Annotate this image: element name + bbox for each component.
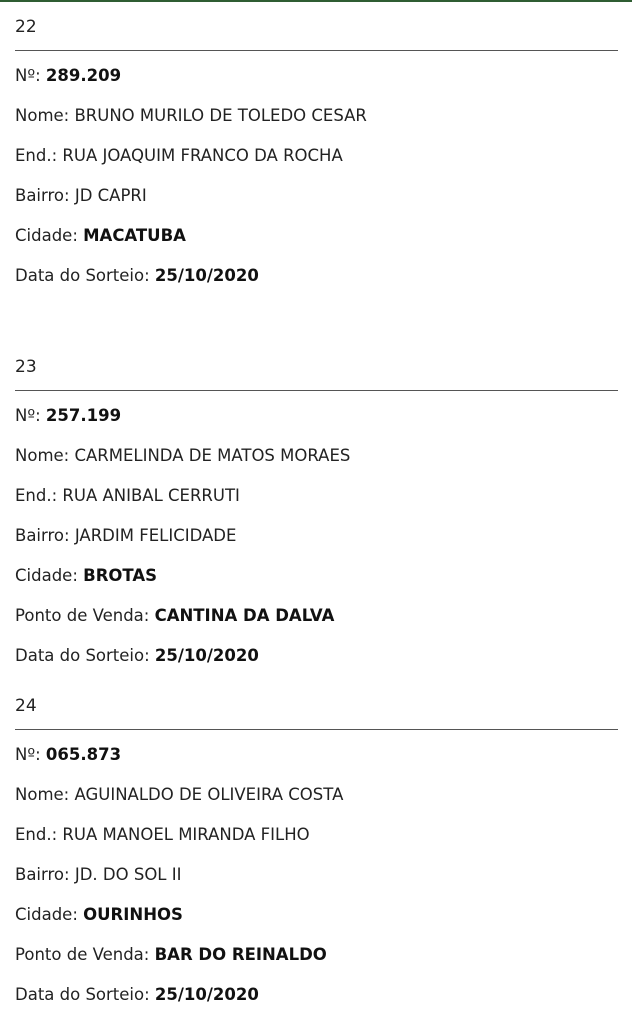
field-label: Data do Sorteio: (15, 266, 155, 285)
field-value: RUA ANIBAL CERRUTI (62, 486, 240, 505)
field-label: Cidade: (15, 905, 84, 924)
field-label: Nº: (15, 66, 46, 85)
divider (15, 390, 618, 391)
divider (15, 729, 618, 730)
field-value: 289.209 (45, 66, 122, 85)
field-label: End.: (15, 486, 63, 505)
field-data-sorteio (15, 643, 259, 669)
field-value: 25/10/2020 (154, 985, 259, 1004)
field-value: RUA JOAQUIM FRANCO DA ROCHA (62, 146, 343, 165)
field-value: BRUNO MURILO DE TOLEDO CESAR (74, 106, 367, 125)
field-value: RUA MANOEL MIRANDA FILHO (62, 825, 310, 844)
entry-24 (15, 693, 618, 1004)
field-value: JARDIM FELICIDADE (74, 526, 237, 545)
field-value: CANTINA DA DALVA (154, 606, 335, 625)
entry-number: 23 (15, 357, 37, 377)
field-data-sorteio (15, 982, 259, 1008)
top-border (0, 0, 632, 2)
field-label: Bairro: (15, 865, 75, 884)
field-label: Cidade: (15, 566, 84, 585)
field-label: Nome: (15, 446, 75, 465)
field-numero (15, 403, 121, 429)
field-cidade (15, 223, 186, 249)
field-label: Bairro: (15, 186, 75, 205)
field-numero (15, 742, 121, 768)
field-label: End.: (15, 146, 63, 165)
field-label: Cidade: (15, 226, 84, 245)
field-value: BROTAS (83, 566, 158, 585)
field-endereco (15, 822, 310, 848)
field-value: 065.873 (45, 745, 122, 764)
field-label: Nº: (15, 745, 46, 764)
field-label: Ponto de Venda: (15, 606, 155, 625)
field-nome (15, 782, 343, 808)
field-value: 25/10/2020 (154, 266, 259, 285)
field-bairro (15, 523, 236, 549)
field-value: JD CAPRI (74, 186, 147, 205)
entry-number: 22 (15, 17, 37, 37)
field-label: End.: (15, 825, 63, 844)
entry-22 (15, 14, 618, 285)
field-value: CARMELINDA DE MATOS MORAES (74, 446, 351, 465)
field-cidade (15, 902, 183, 928)
entry-23 (15, 354, 618, 665)
field-endereco (15, 143, 343, 169)
field-bairro (15, 862, 181, 888)
divider (15, 50, 618, 51)
field-ponto-venda (15, 942, 327, 968)
field-label: Data do Sorteio: (15, 985, 155, 1004)
field-value: OURINHOS (83, 905, 183, 924)
field-cidade (15, 563, 157, 589)
field-nome (15, 103, 367, 129)
field-label: Data do Sorteio: (15, 646, 155, 665)
field-numero (15, 63, 121, 89)
field-value: 257.199 (45, 406, 122, 425)
field-nome (15, 443, 350, 469)
field-value: BAR DO REINALDO (154, 945, 327, 964)
field-label: Ponto de Venda: (15, 945, 155, 964)
field-label: Bairro: (15, 526, 75, 545)
field-value: JD. DO SOL II (74, 865, 182, 884)
field-ponto-venda (15, 603, 334, 629)
field-value: AGUINALDO DE OLIVEIRA COSTA (74, 785, 344, 804)
field-value: MACATUBA (83, 226, 186, 245)
entry-number: 24 (15, 696, 37, 716)
field-label: Nº: (15, 406, 46, 425)
field-label: Nome: (15, 106, 75, 125)
field-data-sorteio (15, 263, 259, 289)
field-bairro (15, 183, 147, 209)
field-label: Nome: (15, 785, 75, 804)
field-endereco (15, 483, 240, 509)
field-value: 25/10/2020 (154, 646, 259, 665)
